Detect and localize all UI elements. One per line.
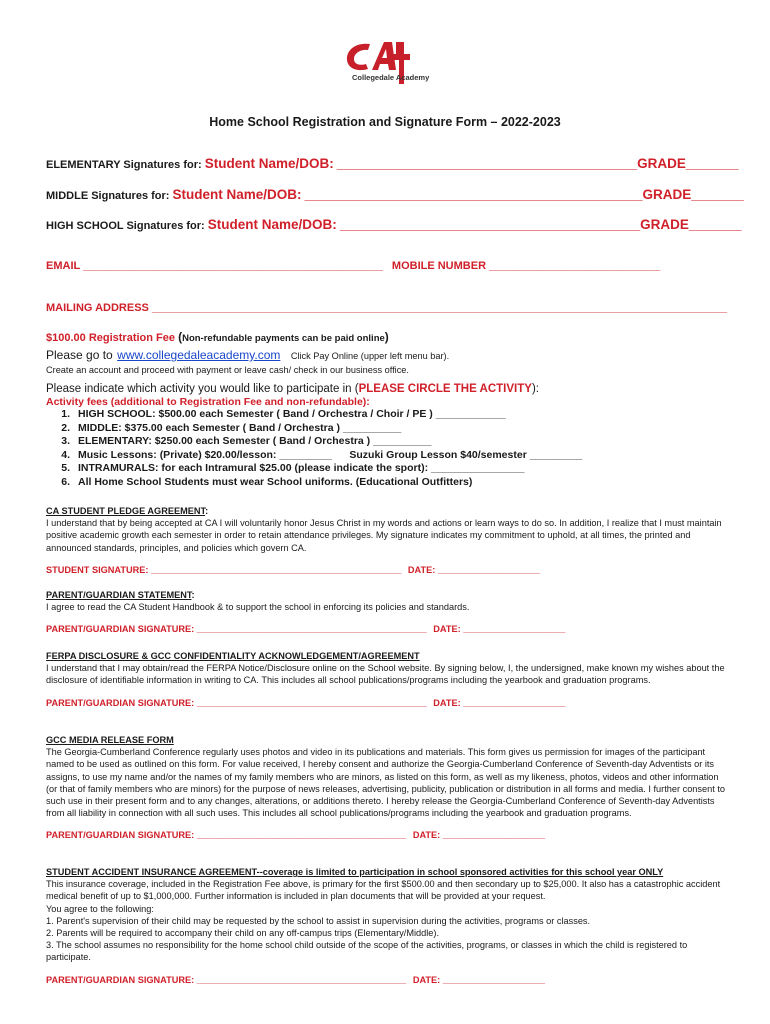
activity-item: 6. All Home School Students must wear School uniforms. (Educational Outfitters)	[61, 475, 473, 488]
activity-item[interactable]: 1. HIGH SCHOOL: $500.00 each Semester ( Band / Orchestra / Choir / PE ) ____________	[61, 408, 506, 420]
pay-online-note: Click Pay Online (upper left menu bar).	[290, 351, 450, 361]
high-school-field-label: Student Name/DOB:	[207, 217, 337, 232]
middle-grade[interactable]: GRADE_______	[642, 187, 744, 202]
ferpa-signature-line[interactable]: PARENT/GUARDIAN SIGNATURE: _____________________________________________	[46, 697, 427, 708]
insurance-point: 3. The school assumes no responsibility for the home school child outside of the scope of the activities, programs, or classes in which the child is registered to participate.	[46, 940, 688, 963]
activity-item[interactable]: 2. MIDDLE: $375.00 each Semester ( Band / Orchestra ) __________	[61, 421, 402, 434]
email-field[interactable]: EMAIL _________________________________________________	[46, 260, 383, 272]
parent-statement-heading: PARENT/GUARDIAN STATEMENT	[46, 590, 192, 600]
activity-item[interactable]: 4. Music Lessons: (Private) $20.00/lesson: _________ Suzuki Group Lesson $40/semester _________	[61, 448, 583, 461]
activity-intro-start: Please indicate which activity you would like to participate in (	[46, 383, 359, 395]
ca-logo-icon	[330, 38, 440, 98]
fee-amount: $100.00 Registration Fee	[46, 332, 176, 344]
mailing-address-field[interactable]: MAILING ADDRESS ______________________________________________________________________________________________	[46, 302, 727, 314]
elementary-row	[46, 156, 738, 171]
website-link[interactable]: www.collegedaleacademy.com	[117, 348, 281, 362]
ferpa-section	[46, 650, 726, 709]
insurance-signature-date[interactable]: DATE: ____________________	[412, 974, 545, 985]
pledge-heading: CA STUDENT PLEDGE AGREEMENT	[46, 506, 206, 516]
fee-section	[46, 330, 726, 376]
activity-list	[46, 408, 726, 490]
mobile-number-field[interactable]: MOBILE NUMBER ____________________________	[391, 260, 661, 272]
activity-intro-end: ):	[531, 383, 539, 395]
elementary-name-line[interactable]: ________________________________________	[336, 156, 638, 171]
elementary-field-label: Student Name/DOB:	[204, 156, 334, 171]
activity-intro-caps: PLEASE CIRCLE THE ACTIVITY	[358, 383, 532, 395]
high-school-label: HIGH SCHOOL Signatures for:	[46, 220, 205, 232]
pledge-heading-colon: :	[205, 506, 209, 516]
parent-heading-colon: :	[191, 590, 195, 600]
media-release-section	[46, 734, 726, 842]
student-signature-line[interactable]: STUDENT SIGNATURE: _________________________________________________	[46, 564, 402, 575]
student-signature-date[interactable]: DATE: ____________________	[407, 564, 541, 575]
ferpa-heading: FERPA DISCLOSURE & GCC CONFIDENTIALITY ACKNOWLEDGEMENT/AGREEMENT	[46, 651, 420, 661]
ferpa-body: I understand that I may obtain/read the FERPA Notice/Disclosure online on the School website. By signing below, I, the undersigned, make known my wishes about the disclosure of identifiable information in writing to CA. This includes all school publications/programs including the yearbook and graduation programs.	[46, 663, 725, 686]
elementary-label: ELEMENTARY Signatures for:	[46, 159, 202, 171]
parent-signature-line[interactable]: PARENT/GUARDIAN SIGNATURE: _____________________________________________	[46, 624, 427, 635]
parent-statement-body: I agree to read the CA Student Handbook & to support the school in enforcing its policies and standards.	[46, 602, 470, 613]
activity-fees-heading: Activity fees (additional to Registration Fee and non-refundable):	[46, 396, 370, 408]
insurance-point: 2. Parents will be required to accompany their child on any off-campus trips (Elementary/Middle).	[46, 928, 440, 939]
form-title: Home School Registration and Signature Form – 2022-2023	[209, 115, 561, 129]
high-school-grade[interactable]: GRADE_______	[640, 217, 742, 232]
middle-name-line[interactable]: _____________________________________________	[304, 187, 643, 202]
parent-statement-section	[46, 589, 726, 636]
account-note: Create an account and proceed with payment or leave cash/ check in our business office.	[46, 365, 409, 375]
pledge-section	[46, 505, 726, 576]
insurance-point: 1. Parent's supervision of their child may be requested by the school to assist in supervision during the activities, programs or classes.	[46, 915, 591, 926]
go-to-text: Please go to	[46, 348, 113, 362]
high-school-name-line[interactable]: ________________________________________	[339, 217, 641, 232]
middle-label: MIDDLE Signatures for:	[46, 190, 170, 202]
media-release-heading: GCC MEDIA RELEASE FORM	[46, 735, 174, 745]
media-release-body: The Georgia-Cumberland Conference regularly uses photos and video in its publications and materials. This form gives us permission for images of the participant named to be used as outlined on this form. For value received, I hereby consent and authorize the Georgia-Cumberland Conference of Seventh-day Adventists or its assigns, to use my name and/or the names of my family members who are minors, as listed on this form, as well as my likeness, photos, videos and other information (or that of family members who are minors) for the purpose of news releases, advertising, publicity, publication or distribution in all forms and media. I further consent to such use in their present form and to any changes, alterations, or additions thereto. I hereby release the Georgia-Cumberland Conference of Seventh-day Adventists from all liability in connection with all such uses. This includes all school publications/programs including the yearbook and graduation programs.	[46, 747, 725, 819]
media-signature-line[interactable]: PARENT/GUARDIAN SIGNATURE: _________________________________________	[46, 830, 407, 841]
middle-row	[46, 187, 744, 202]
insurance-heading: STUDENT ACCIDENT INSURANCE AGREEMENT--coverage is limited to participation in school sponsored activities for this school year ONLY	[46, 867, 664, 877]
activity-section	[46, 383, 726, 490]
fee-paren-open: (	[178, 330, 183, 344]
collegedale-academy-logo	[330, 38, 440, 98]
ferpa-signature-date[interactable]: DATE: ____________________	[433, 697, 566, 708]
insurance-body: This insurance coverage, included in the Registration Fee above, is primary for the first $500.00 and then secondary up to $25,000. It also has a catastrophic accident medical benefit of up to $1,000,000. Further information is included in plan documents that will be provided at your request.	[46, 879, 721, 902]
high-school-row	[46, 217, 741, 232]
activity-item[interactable]: 3. ELEMENTARY: $250.00 each Semester ( Band / Orchestra ) __________	[61, 435, 432, 448]
middle-field-label: Student Name/DOB:	[172, 187, 302, 202]
media-signature-date[interactable]: DATE: ____________________	[412, 830, 545, 841]
fee-note: Non-refundable payments can be paid online	[182, 333, 385, 344]
logo-subtext: Collegedale Academy	[352, 73, 430, 82]
insurance-signature-line[interactable]: PARENT/GUARDIAN SIGNATURE: _________________________________________	[46, 974, 407, 985]
insurance-agree: You agree to the following:	[46, 903, 154, 914]
activity-item[interactable]: 5. INTRAMURALS: for each Intramural $25.00 (please indicate the sport): ________________	[61, 462, 525, 475]
insurance-section	[46, 866, 726, 986]
elementary-grade[interactable]: GRADE_______	[637, 156, 739, 171]
parent-signature-date[interactable]: DATE: ____________________	[433, 624, 566, 635]
pledge-body: I understand that by being accepted at CA I will voluntarily honor Jesus Christ in my words and actions or learn ways to do so. In addition, I realize that I must maintain positive academic growth each semester in order to retain attendance privileges. My signature indicates my commitment to uphold, at all times, the printed and announced standards, principles, and policies which govern CA.	[46, 518, 722, 553]
fee-paren-close: )	[384, 330, 389, 344]
contact-row	[46, 260, 660, 272]
